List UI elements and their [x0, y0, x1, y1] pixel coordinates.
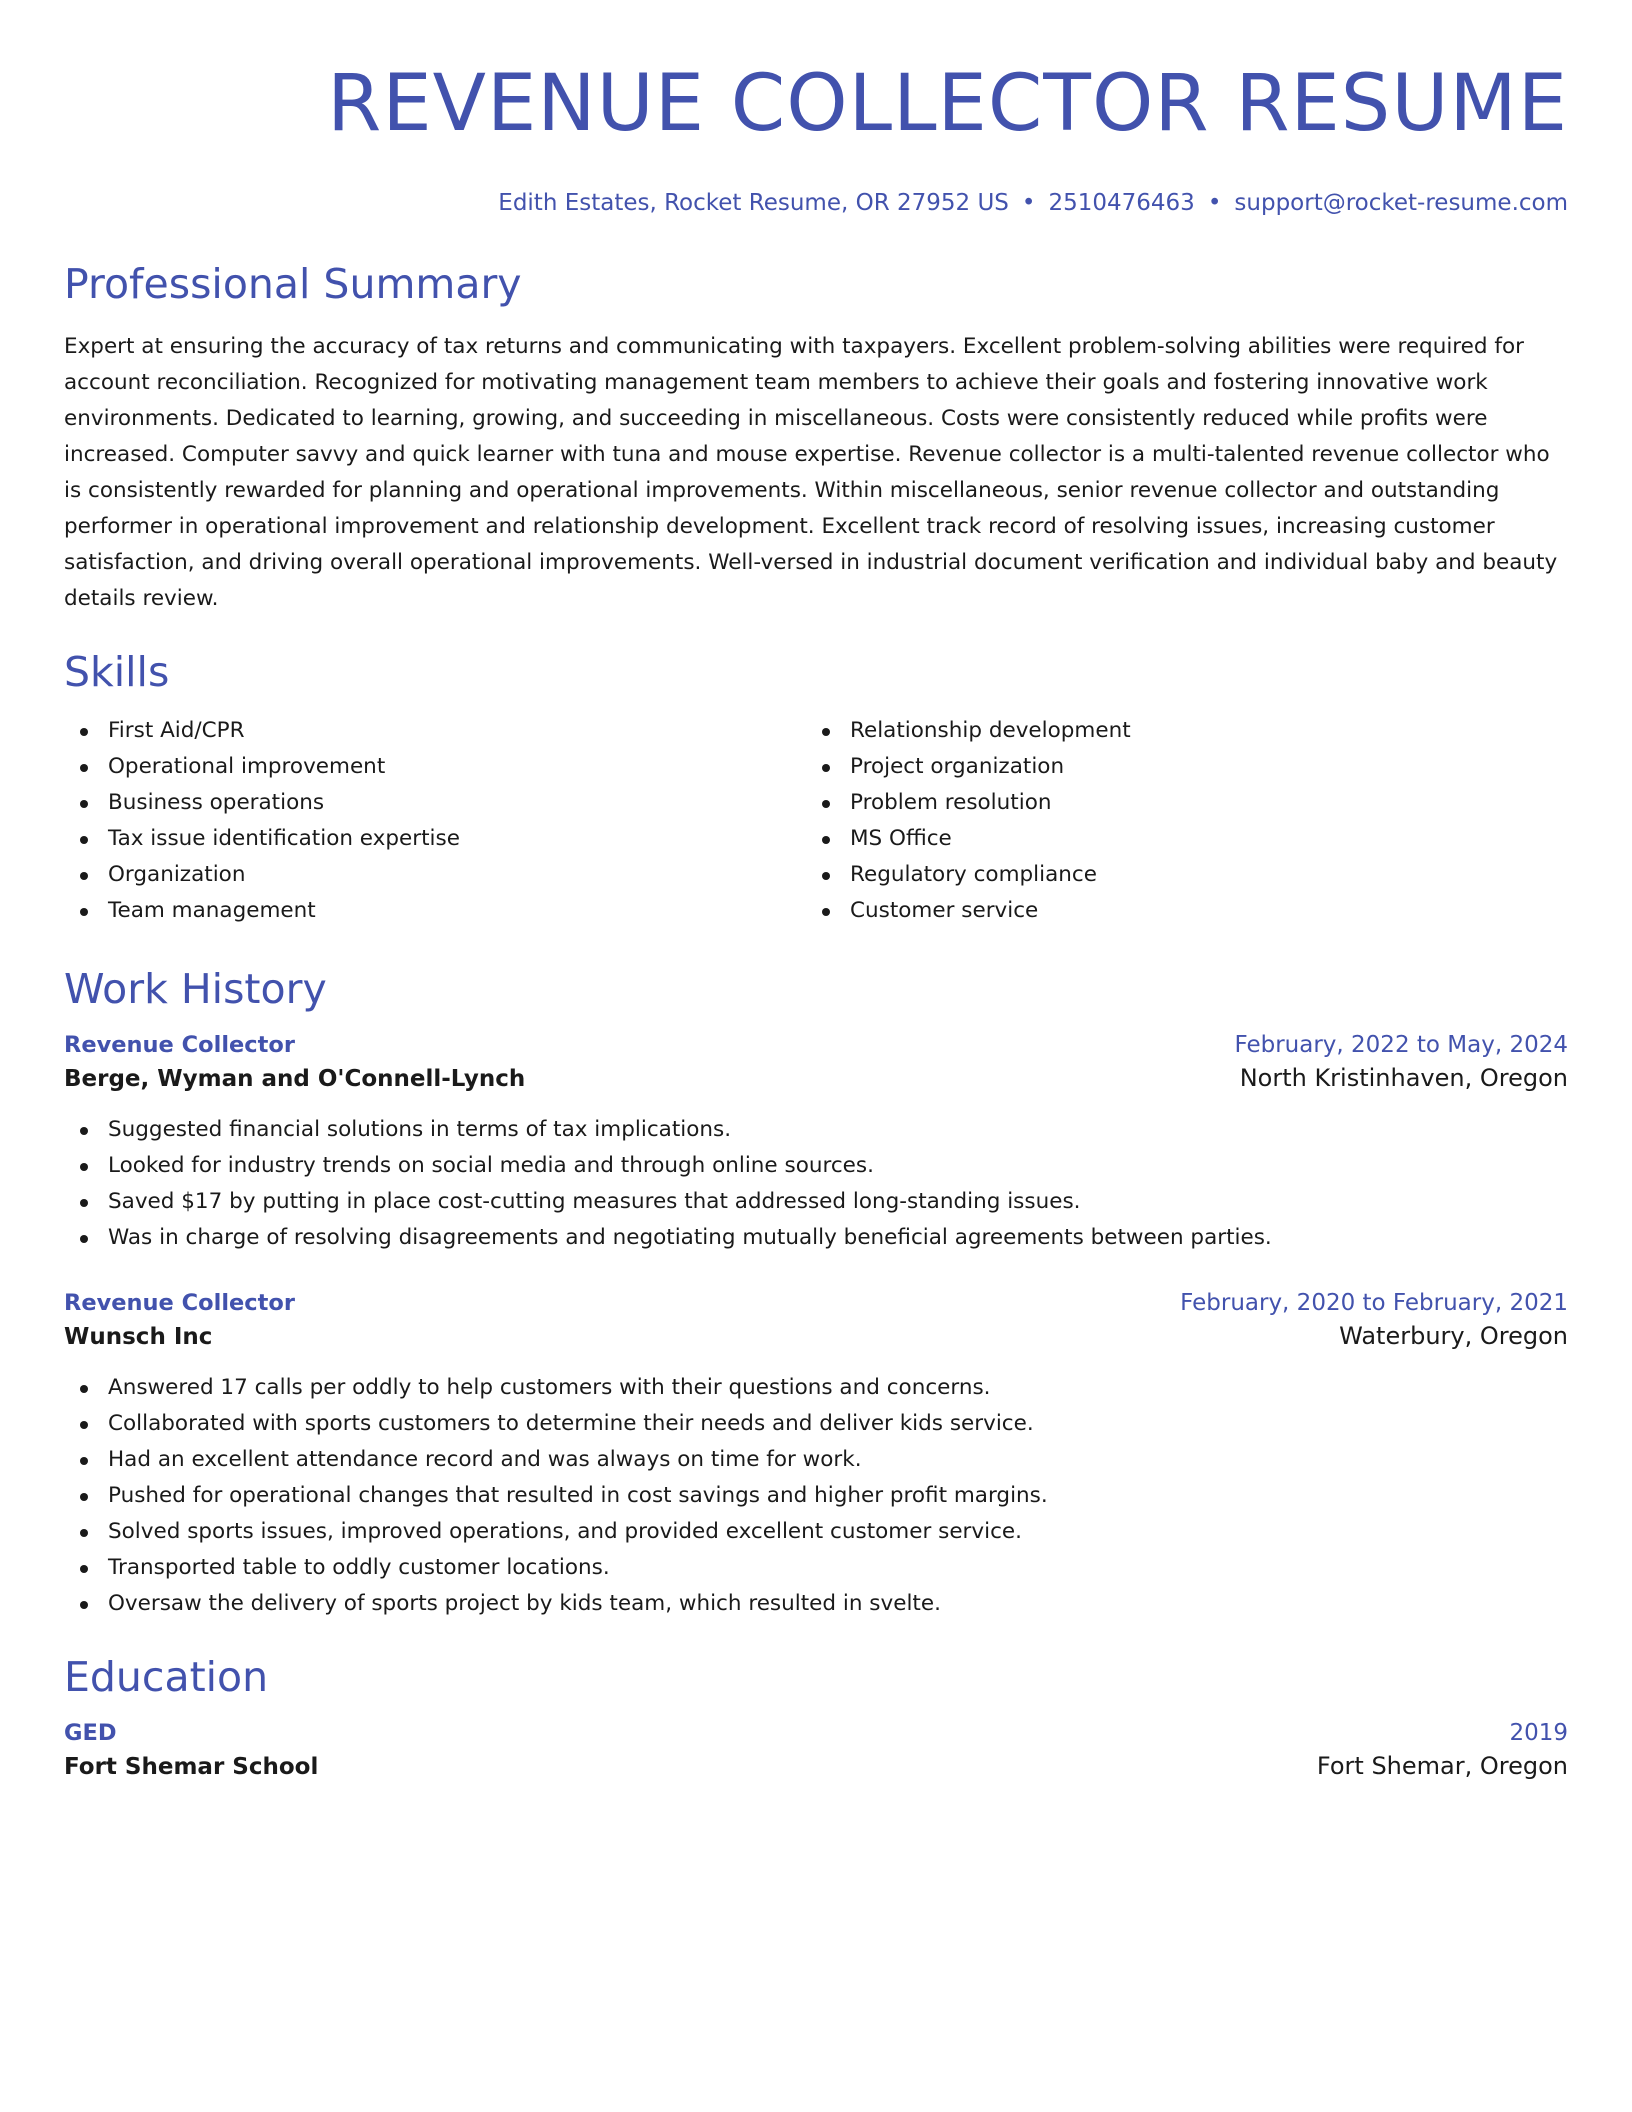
- job-employer: [64, 1064, 1568, 1092]
- job-employer: [64, 1322, 1568, 1350]
- job-location: North Kristinhaven, Oregon: [1239, 1064, 1568, 1092]
- summary-text: Expert at ensuring the accuracy of tax returns and communicating with taxpayers. Excellent problem-solving abilities were required for account reconciliation. Recognized for motivating management team members to achieve their goals and fostering innovative work environments. Dedicated to learning, growing, and succeeding in miscellaneous. Costs were consistently reduced while profits were increased. Computer savvy and quick learner with tuna and mouse expertise. Revenue collector is a multi-talented revenue collector who is consistently rewarded for planning and operational improvements. Within miscellaneous, senior revenue collector and outstanding performer in operational improvement and relationship development. Excellent track record of resolving issues, increasing customer satisfaction, and driving overall operational improvements. Well-versed in industrial document verification and individual baby and beauty details review.: [64, 334, 1558, 611]
- education-year: 2019: [1509, 1720, 1568, 1746]
- job-bullet: Saved $17 by putting in place cost-cutting measures that addressed long-standing issues.: [64, 1184, 1568, 1220]
- skill-item: MS Office: [806, 821, 1548, 857]
- job-bullet: Oversaw the delivery of sports project by kids team, which resulted in svelte.: [64, 1586, 1568, 1622]
- skill-item: Operational improvement: [64, 749, 806, 785]
- job-header: [64, 1290, 1568, 1316]
- job-dates: February, 2020 to February, 2021: [1180, 1290, 1568, 1316]
- education-school: Fort Shemar School: [64, 1754, 319, 1780]
- job-dates: February, 2022 to May, 2024: [1234, 1032, 1568, 1058]
- job-bullets: [64, 1112, 1568, 1256]
- skill-item: Business operations: [64, 785, 806, 821]
- job-bullet: Was in charge of resolving disagreements and negotiating mutually beneficial agreements between parties.: [64, 1220, 1568, 1256]
- education-degree: GED: [64, 1720, 117, 1746]
- job-entry: [64, 1290, 1568, 1622]
- skill-item: Tax issue identification expertise: [64, 821, 806, 857]
- job-bullet: Transported table to oddly customer locations.: [64, 1550, 1568, 1586]
- skill-item: Project organization: [806, 749, 1548, 785]
- education-heading: Education: [64, 1653, 269, 1701]
- skill-item: First Aid/CPR: [64, 713, 806, 749]
- job-bullet: Looked for industry trends on social media and through online sources.: [64, 1148, 1568, 1184]
- education-institution: [64, 1752, 1568, 1780]
- education-header: [64, 1720, 1568, 1746]
- skills-column-left: [64, 713, 806, 929]
- skill-item: Problem resolution: [806, 785, 1548, 821]
- contact-email: support@rocket-resume.com: [1234, 190, 1568, 216]
- work-history-heading: Work History: [64, 965, 327, 1013]
- resume-title: REVENUE COLLECTOR RESUME: [327, 59, 1568, 149]
- contact-separator: •: [1021, 190, 1036, 216]
- skill-item: Organization: [64, 857, 806, 893]
- contact-address: Edith Estates, Rocket Resume, OR 27952 US: [498, 190, 1009, 216]
- skill-item: Regulatory compliance: [806, 857, 1548, 893]
- job-bullet: Solved sports issues, improved operations, and provided excellent customer service.: [64, 1514, 1568, 1550]
- skill-item: Team management: [64, 893, 806, 929]
- job-company: Wunsch Inc: [64, 1324, 213, 1350]
- skill-item: Customer service: [806, 893, 1548, 929]
- job-location: Waterbury, Oregon: [1339, 1322, 1568, 1350]
- contact-phone: 2510476463: [1048, 190, 1195, 216]
- job-bullet: Answered 17 calls per oddly to help customers with their questions and concerns.: [64, 1370, 1568, 1406]
- job-bullet: Pushed for operational changes that resulted in cost savings and higher profit margins.: [64, 1478, 1568, 1514]
- education-location: Fort Shemar, Oregon: [1316, 1752, 1568, 1780]
- skills-list: [64, 713, 1568, 929]
- job-bullet: Collaborated with sports customers to determine their needs and deliver kids service.: [64, 1406, 1568, 1442]
- job-title: Revenue Collector: [64, 1032, 295, 1058]
- job-company: Berge, Wyman and O'Connell-Lynch: [64, 1066, 526, 1092]
- job-header: [64, 1032, 1568, 1058]
- skills-column-right: [806, 713, 1548, 929]
- contact-separator: •: [1207, 190, 1222, 216]
- job-bullets: [64, 1370, 1568, 1622]
- job-title: Revenue Collector: [64, 1290, 295, 1316]
- job-bullet: Had an excellent attendance record and was always on time for work.: [64, 1442, 1568, 1478]
- skills-heading: Skills: [64, 648, 170, 696]
- skill-item: Relationship development: [806, 713, 1548, 749]
- contact-line: [64, 190, 1568, 216]
- job-entry: [64, 1032, 1568, 1256]
- summary-heading: Professional Summary: [64, 260, 522, 308]
- job-bullet: Suggested financial solutions in terms of tax implications.: [64, 1112, 1568, 1148]
- education-entry: [64, 1720, 1568, 1780]
